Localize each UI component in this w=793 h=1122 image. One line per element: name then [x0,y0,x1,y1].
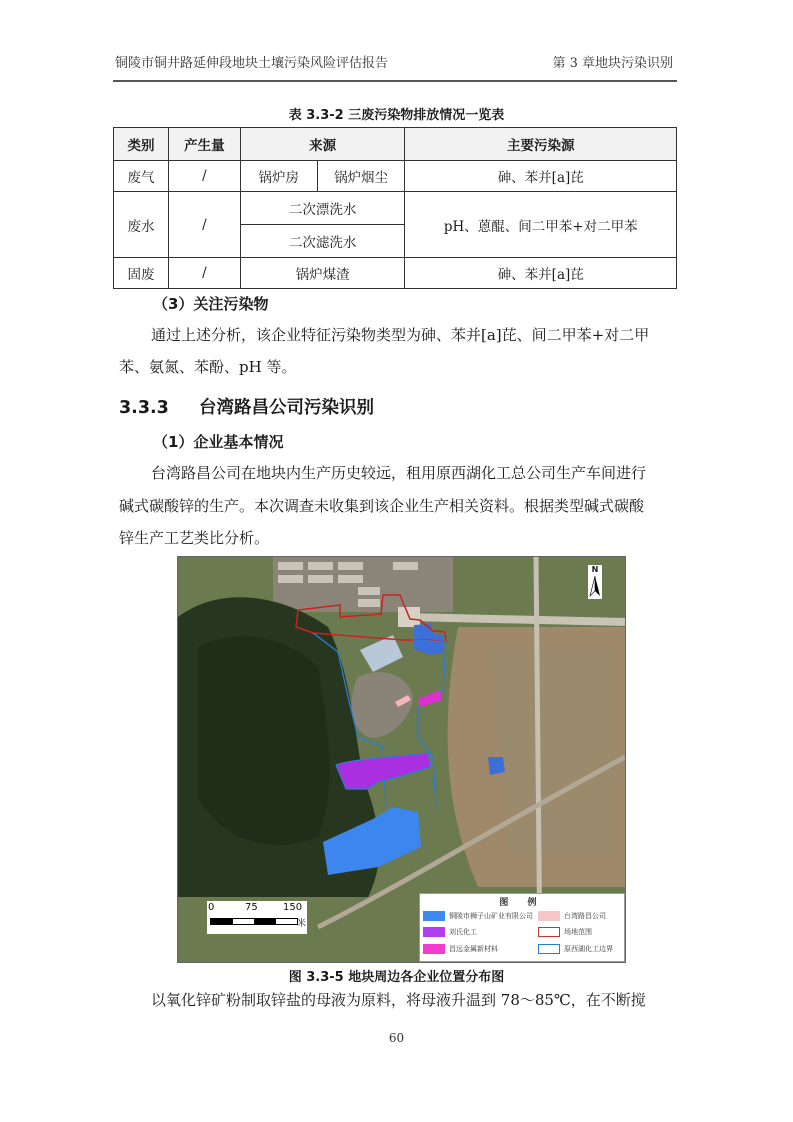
legend-item [538,911,606,921]
paragraph-line: 以氧化锌矿粉制取锌盐的母液为原料，将母液升温到 78～85℃，在不断搅 [151,991,646,1009]
legend-swatch [538,927,560,937]
legend-swatch [423,927,445,937]
section-title: 台湾路昌公司污染识别 [199,398,375,418]
page-number: 60 [388,1031,405,1045]
section-number: 3.3.3 [119,398,169,418]
cell-amount: / [168,192,240,258]
scale-unit: 米 [297,919,307,929]
legend-item [538,927,592,937]
legend-label: 铜陵市狮子山矿业有限公司 [449,912,533,920]
cell-category: 固废 [114,258,169,289]
cell-source: 二次漂洗水 [240,192,405,225]
paragraph-line: 通过上述分析，该企业特征污染物类型为砷、苯并[a]芘、间二甲苯+对二甲 [151,326,650,344]
legend-label: 台湾路昌公司 [564,912,606,920]
table-header-row [114,128,677,161]
header-source: 来源 [240,128,405,161]
legend-swatch [423,911,445,921]
chapter-title: 第 3 章地块污染识别 [552,56,673,71]
paragraph-line: 苯、氨氮、苯酚、pH 等。 [119,358,297,376]
table-row [114,192,677,225]
scale-bar-graphic [210,918,298,925]
cell-category: 废气 [114,161,169,192]
section-heading-333 [119,394,374,419]
scale-tick-label: 150 [283,902,303,913]
paragraph-line: 碱式碳酸锌的生产。本次调查未收集到该企业生产相关资料。根据类型碱式碳酸 [119,497,645,515]
cell-source: 锅炉房 [240,161,317,192]
emissions-table [113,127,677,289]
header-rule [113,80,677,82]
cell-pollutant: 砷、苯并[a]芘 [405,161,677,192]
cell-pollutant: 砷、苯并[a]芘 [405,258,677,289]
legend-swatch [538,944,560,954]
paragraph-line: 锌生产工艺类比分析。 [119,529,270,547]
legend-title: 图 例 [499,898,545,908]
legend-label: 昌远金属新材料 [449,945,498,953]
scale-tick-label: 0 [208,902,215,913]
paragraph-line: 台湾路昌公司在地块内生产历史较远，租用原西湖化工总公司生产车间进行 [151,464,647,482]
section-heading-concern-pollutants: （3）关注污染物 [153,295,269,313]
legend-swatch [538,911,560,921]
header-amount: 产生量 [168,128,240,161]
cell-pollutant: pH、蒽醌、间二甲苯+对二甲苯 [405,192,677,258]
cell-category: 废水 [114,192,169,258]
legend-label: 刘氏化工 [449,928,477,936]
legend-label: 原西湖化工边界 [564,945,613,953]
legend-label: 场地范围 [564,928,592,936]
cell-amount: / [168,161,240,192]
north-label: N [591,565,599,574]
header-pollutant: 主要污染源 [405,128,677,161]
legend-swatch [423,944,445,954]
cell-source: 二次滤洗水 [240,225,405,258]
satellite-map [177,556,626,963]
legend-item [423,911,533,921]
north-arrow [588,565,602,599]
cell-source: 锅炉煤渣 [240,258,405,289]
table-caption: 表 3.3-2 三废污染物排放情况一览表 [288,108,505,123]
north-arrow-icon [588,575,602,597]
legend-item [423,927,477,937]
legend-item [538,944,613,954]
figure-caption: 图 3.3-5 地块周边各企业位置分布图 [288,970,505,985]
scale-tick-label: 75 [245,902,258,913]
header-category: 类别 [114,128,169,161]
cell-amount: / [168,258,240,289]
table-row [114,258,677,289]
cell-source: 锅炉烟尘 [317,161,405,192]
scale-bar [207,901,307,934]
map-legend [419,893,625,962]
document-title: 铜陵市铜井路延伸段地块土壤污染风险评估报告 [115,56,389,71]
legend-item [423,944,498,954]
table-row [114,161,677,192]
sub-heading-company-info: （1）企业基本情况 [153,433,284,451]
